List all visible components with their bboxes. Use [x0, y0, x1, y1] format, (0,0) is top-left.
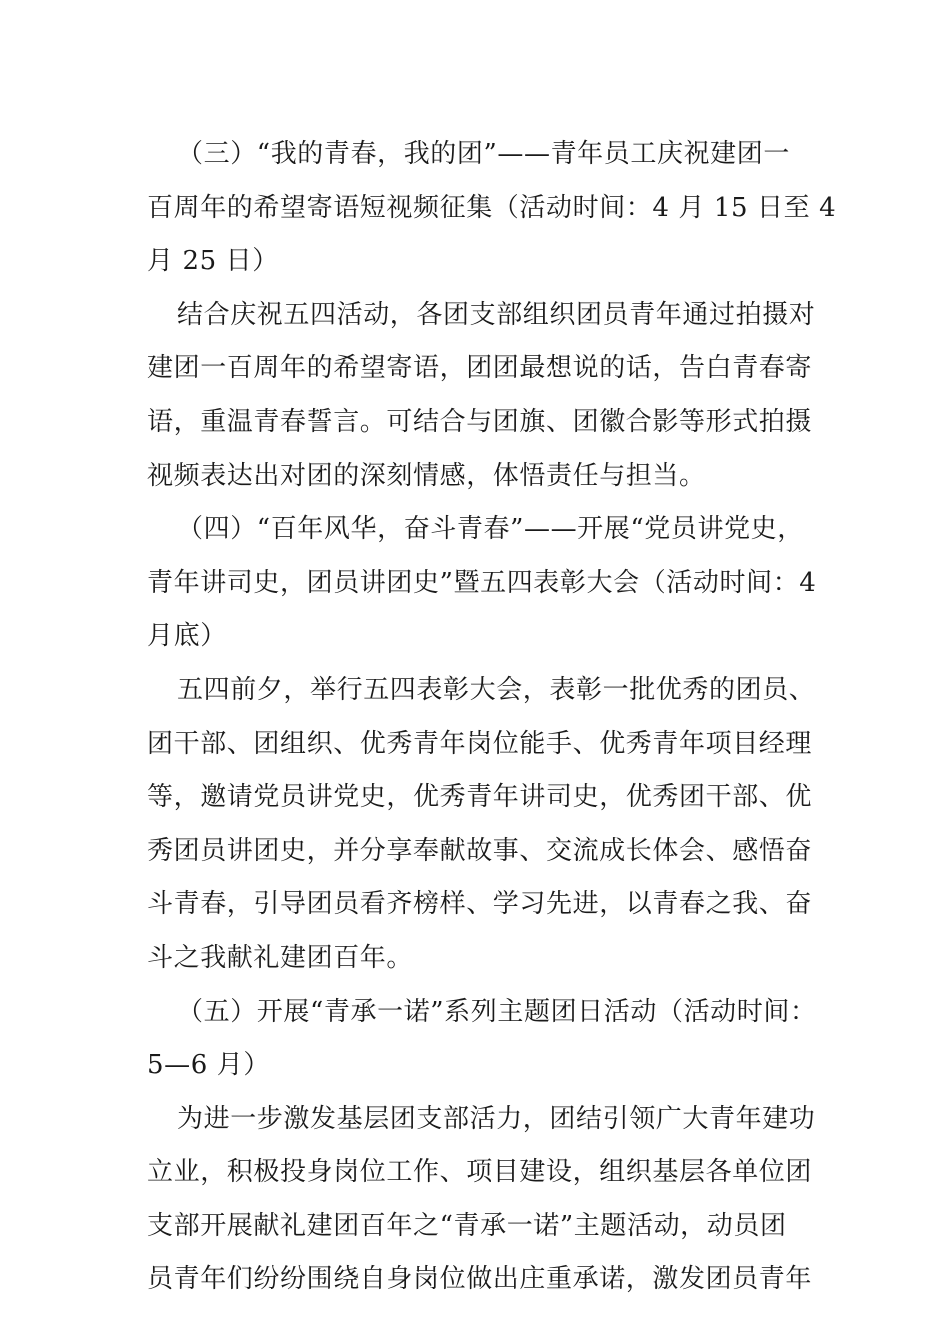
paragraph-line: 团干部、团组织、优秀青年岗位能手、优秀青年项目经理	[147, 728, 813, 759]
paragraph-line: 为进一步激发基层团支部活力，团结引领广大青年建功	[177, 1103, 816, 1134]
section-heading-4: （四）“百年风华，奋斗青春”——开展“党员讲党史，	[177, 514, 804, 545]
paragraph-line: 斗之我献礼建团百年。	[147, 942, 414, 973]
paragraph-line: 员青年们纷纷围绕自身岗位做出庄重承诺，激发团员青年	[147, 1264, 813, 1295]
paragraph-line: 斗青春，引导团员看齐榜样、学习先进，以青春之我、奋	[147, 889, 813, 920]
paragraph-line: 等，邀请党员讲党史，优秀青年讲司史，优秀团干部、优	[147, 782, 813, 813]
paragraph-line: 秀团员讲团史，并分享奉献故事、交流成长体会、感悟奋	[147, 835, 813, 866]
paragraph-line: 立业，积极投身岗位工作、项目建设，组织基层各单位团	[147, 1157, 813, 1188]
section-heading-4-cont: 月底）	[147, 621, 227, 652]
paragraph-line: 结合庆祝五四活动，各团支部组织团员青年通过拍摄对	[177, 299, 816, 330]
section-heading-3: （三）“我的青春，我的团”——青年员工庆祝建团一	[177, 139, 790, 169]
section-heading-4-cont: 青年讲司史，团员讲团史”暨五四表彰大会（活动时间：4	[147, 567, 817, 598]
section-heading-3-cont: 月 25 日）	[147, 246, 279, 277]
section-heading-5-cont: 5—6 月）	[147, 1050, 270, 1081]
paragraph-line: 五四前夕，举行五四表彰大会，表彰一批优秀的团员、	[177, 674, 816, 705]
section-heading-3-cont: 百周年的希望寄语短视频征集（活动时间：4 月 15 日至 4	[147, 192, 837, 223]
paragraph-line: 视频表达出对团的深刻情感，体悟责任与担当。	[147, 460, 706, 491]
paragraph-line: 建团一百周年的希望寄语，团团最想说的话，告白青春寄	[147, 353, 813, 384]
section-heading-5: （五）开展“青承一诺”系列主题团日活动（活动时间：	[177, 996, 817, 1027]
paragraph-line: 支部开展献礼建团百年之“青承一诺”主题活动，动员团	[147, 1210, 787, 1241]
document-body	[147, 128, 837, 1307]
paragraph-line: 语，重温青春誓言。可结合与团旗、团徽合影等形式拍摄	[147, 406, 813, 437]
